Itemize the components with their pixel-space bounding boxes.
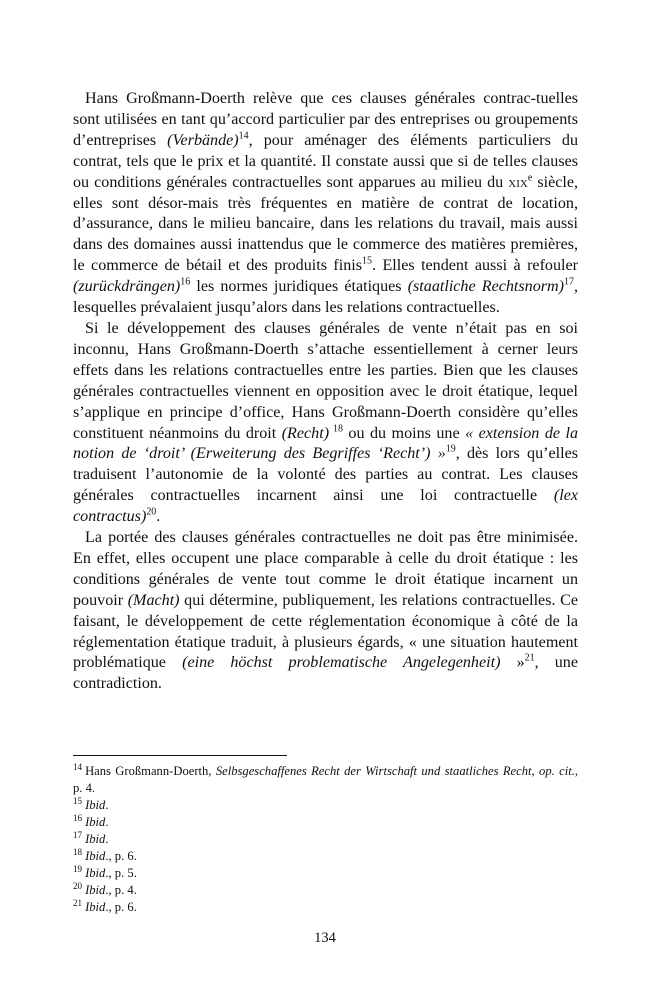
text-run: ., p. 6. bbox=[105, 849, 137, 863]
paragraph bbox=[73, 528, 578, 695]
footnote-number: 20 bbox=[73, 880, 83, 891]
footnote-ref: 21 bbox=[524, 653, 535, 665]
footnote-ref: 17 bbox=[563, 276, 574, 288]
text-run: La portée des clauses générales contractuelles ne doit pas être minimisée. En effet, elles occupent une place comparable à celle du droit étatique : les conditions générales de vente tout comme le droit étatique incarnent un pouvoir bbox=[73, 529, 578, 609]
footnote-ref: 19 bbox=[445, 444, 456, 456]
footnote-separator bbox=[73, 755, 287, 756]
text-run: qui détermine, publiquement, les relations contractuelles. Ce faisant, le développement de cette réglementation économique à côté de la réglementation étatique traduit, à plusieurs égards, « une situation hautement problématique bbox=[73, 591, 578, 672]
italic-text: (staatliche Rechtsnorm) bbox=[407, 278, 564, 296]
italic-text: Ibid bbox=[85, 883, 106, 897]
italic-text: Ibid bbox=[85, 866, 106, 880]
text-run: . Elles tendent aussi à refouler bbox=[372, 257, 578, 275]
italic-text: Ibid bbox=[85, 798, 106, 812]
text-run: , p. 4. bbox=[73, 764, 578, 795]
footnote-number: 21 bbox=[73, 897, 83, 908]
footnote-20 bbox=[73, 882, 578, 899]
text-run: . bbox=[156, 508, 161, 526]
italic-text: « extension de la notion de ‘droit’ (Erweiterung des Begriffes ‘Recht’) » bbox=[73, 424, 578, 463]
footnote-ref: e bbox=[527, 172, 533, 184]
text-run: , lesquelles prévalaient jusqu’alors dans les relations contractuelles. bbox=[73, 278, 578, 317]
italic-text: Ibid bbox=[85, 815, 106, 829]
italic-text: (Verbände) bbox=[167, 131, 239, 149]
footnote-number: 19 bbox=[73, 863, 83, 874]
footnote-17 bbox=[73, 831, 578, 848]
text-run: , pour aménager des éléments particuliers du contrat, tels que le prix et la quantité. Il constate aussi que si de telles clauses ou conditions générales contractuelles sont apparues au milieu du bbox=[73, 131, 578, 191]
text-run: » bbox=[500, 654, 525, 672]
italic-text: Selbsgeschaffenes Recht der Wirtschaft und staatliches Recht bbox=[215, 764, 532, 778]
italic-text: (eine höchst problematische Angelegenheit) bbox=[182, 654, 501, 672]
footnotes bbox=[73, 763, 578, 916]
footnote-ref: 14 bbox=[238, 130, 249, 142]
page-number: 134 bbox=[314, 930, 336, 946]
italic-text: Ibid bbox=[85, 900, 106, 914]
text-run: , une contradiction. bbox=[73, 654, 578, 693]
body-text bbox=[73, 89, 578, 695]
italic-text: (lex contractus) bbox=[73, 487, 578, 526]
italic-text: (zurückdrängen) bbox=[73, 278, 181, 296]
italic-text: Ibid bbox=[85, 832, 106, 846]
italic-text: (Recht) bbox=[281, 424, 330, 442]
text-run: . bbox=[105, 798, 109, 812]
text-run: Hans Großmann-Doerth relève que ces clauses générales contrac-tuelles sont utilisées en tant qu’accord particulier par des entreprises ou groupements d’entreprises bbox=[73, 90, 578, 149]
text-run: ., p. 6. bbox=[105, 900, 137, 914]
footnote-16 bbox=[73, 814, 578, 831]
text-run: siècle, elles sont désor-mais très fréquentes en matière de contrat de location, d’assurance, dans le milieu bancaire, dans les relations du travail, mais aussi dans des domaines aussi inattendus que le commerce des matières premières, le commerce de bétail et des produits finis bbox=[73, 173, 578, 275]
paragraph bbox=[73, 319, 578, 528]
italic-text: op. cit. bbox=[539, 764, 575, 778]
paragraph bbox=[73, 89, 578, 319]
footnote-number: 17 bbox=[73, 829, 83, 840]
footnote-ref: 16 bbox=[180, 276, 191, 288]
text-run: Hans Großmann-Doerth, bbox=[85, 764, 216, 778]
footnote-ref: 15 bbox=[362, 255, 372, 267]
footnote-18 bbox=[73, 848, 578, 865]
text-run: . bbox=[105, 832, 109, 846]
footnote-ref: 18 bbox=[329, 423, 343, 435]
small-caps-text: xix bbox=[508, 173, 528, 191]
footnote-number: 18 bbox=[73, 846, 83, 857]
footnote-number: 16 bbox=[73, 812, 83, 823]
footnote-19 bbox=[73, 865, 578, 882]
footnote-21 bbox=[73, 899, 578, 916]
footnote-number: 14 bbox=[73, 761, 83, 772]
footnote-number: 15 bbox=[73, 795, 83, 806]
italic-text: (Macht) bbox=[127, 591, 180, 609]
footnote-14 bbox=[73, 763, 578, 797]
text-run: ., p. 4. bbox=[105, 883, 137, 897]
text-run: . bbox=[105, 815, 109, 829]
text-run: Si le développement des clauses générales de vente n’était pas en soi inconnu, Hans Großmann-Doerth s’attache essentiellement à cerner leurs effets dans les relations contractuelles entre les parties. Bien que les clauses générales contractuelles viennent en opposition avec le droit étatique, lequel s’applique en principe d’office, Hans Großmann-Doerth considère qu’elles constituent néanmoins du droit bbox=[73, 319, 578, 442]
text-run: ., p. 5. bbox=[105, 866, 137, 880]
text-run: , bbox=[531, 764, 540, 778]
text-run: , dès lors qu’elles traduisent l’autonomie de la volonté des parties au contrat. Les clauses générales contractuelles incarnent ainsi une loi contractuelle bbox=[73, 445, 578, 505]
italic-text: Ibid bbox=[85, 849, 106, 863]
footnote-15 bbox=[73, 797, 578, 814]
text-run: ou du moins une bbox=[342, 424, 466, 442]
text-run: les normes juridiques étatiques bbox=[190, 278, 408, 296]
footnote-ref: 20 bbox=[146, 506, 157, 518]
